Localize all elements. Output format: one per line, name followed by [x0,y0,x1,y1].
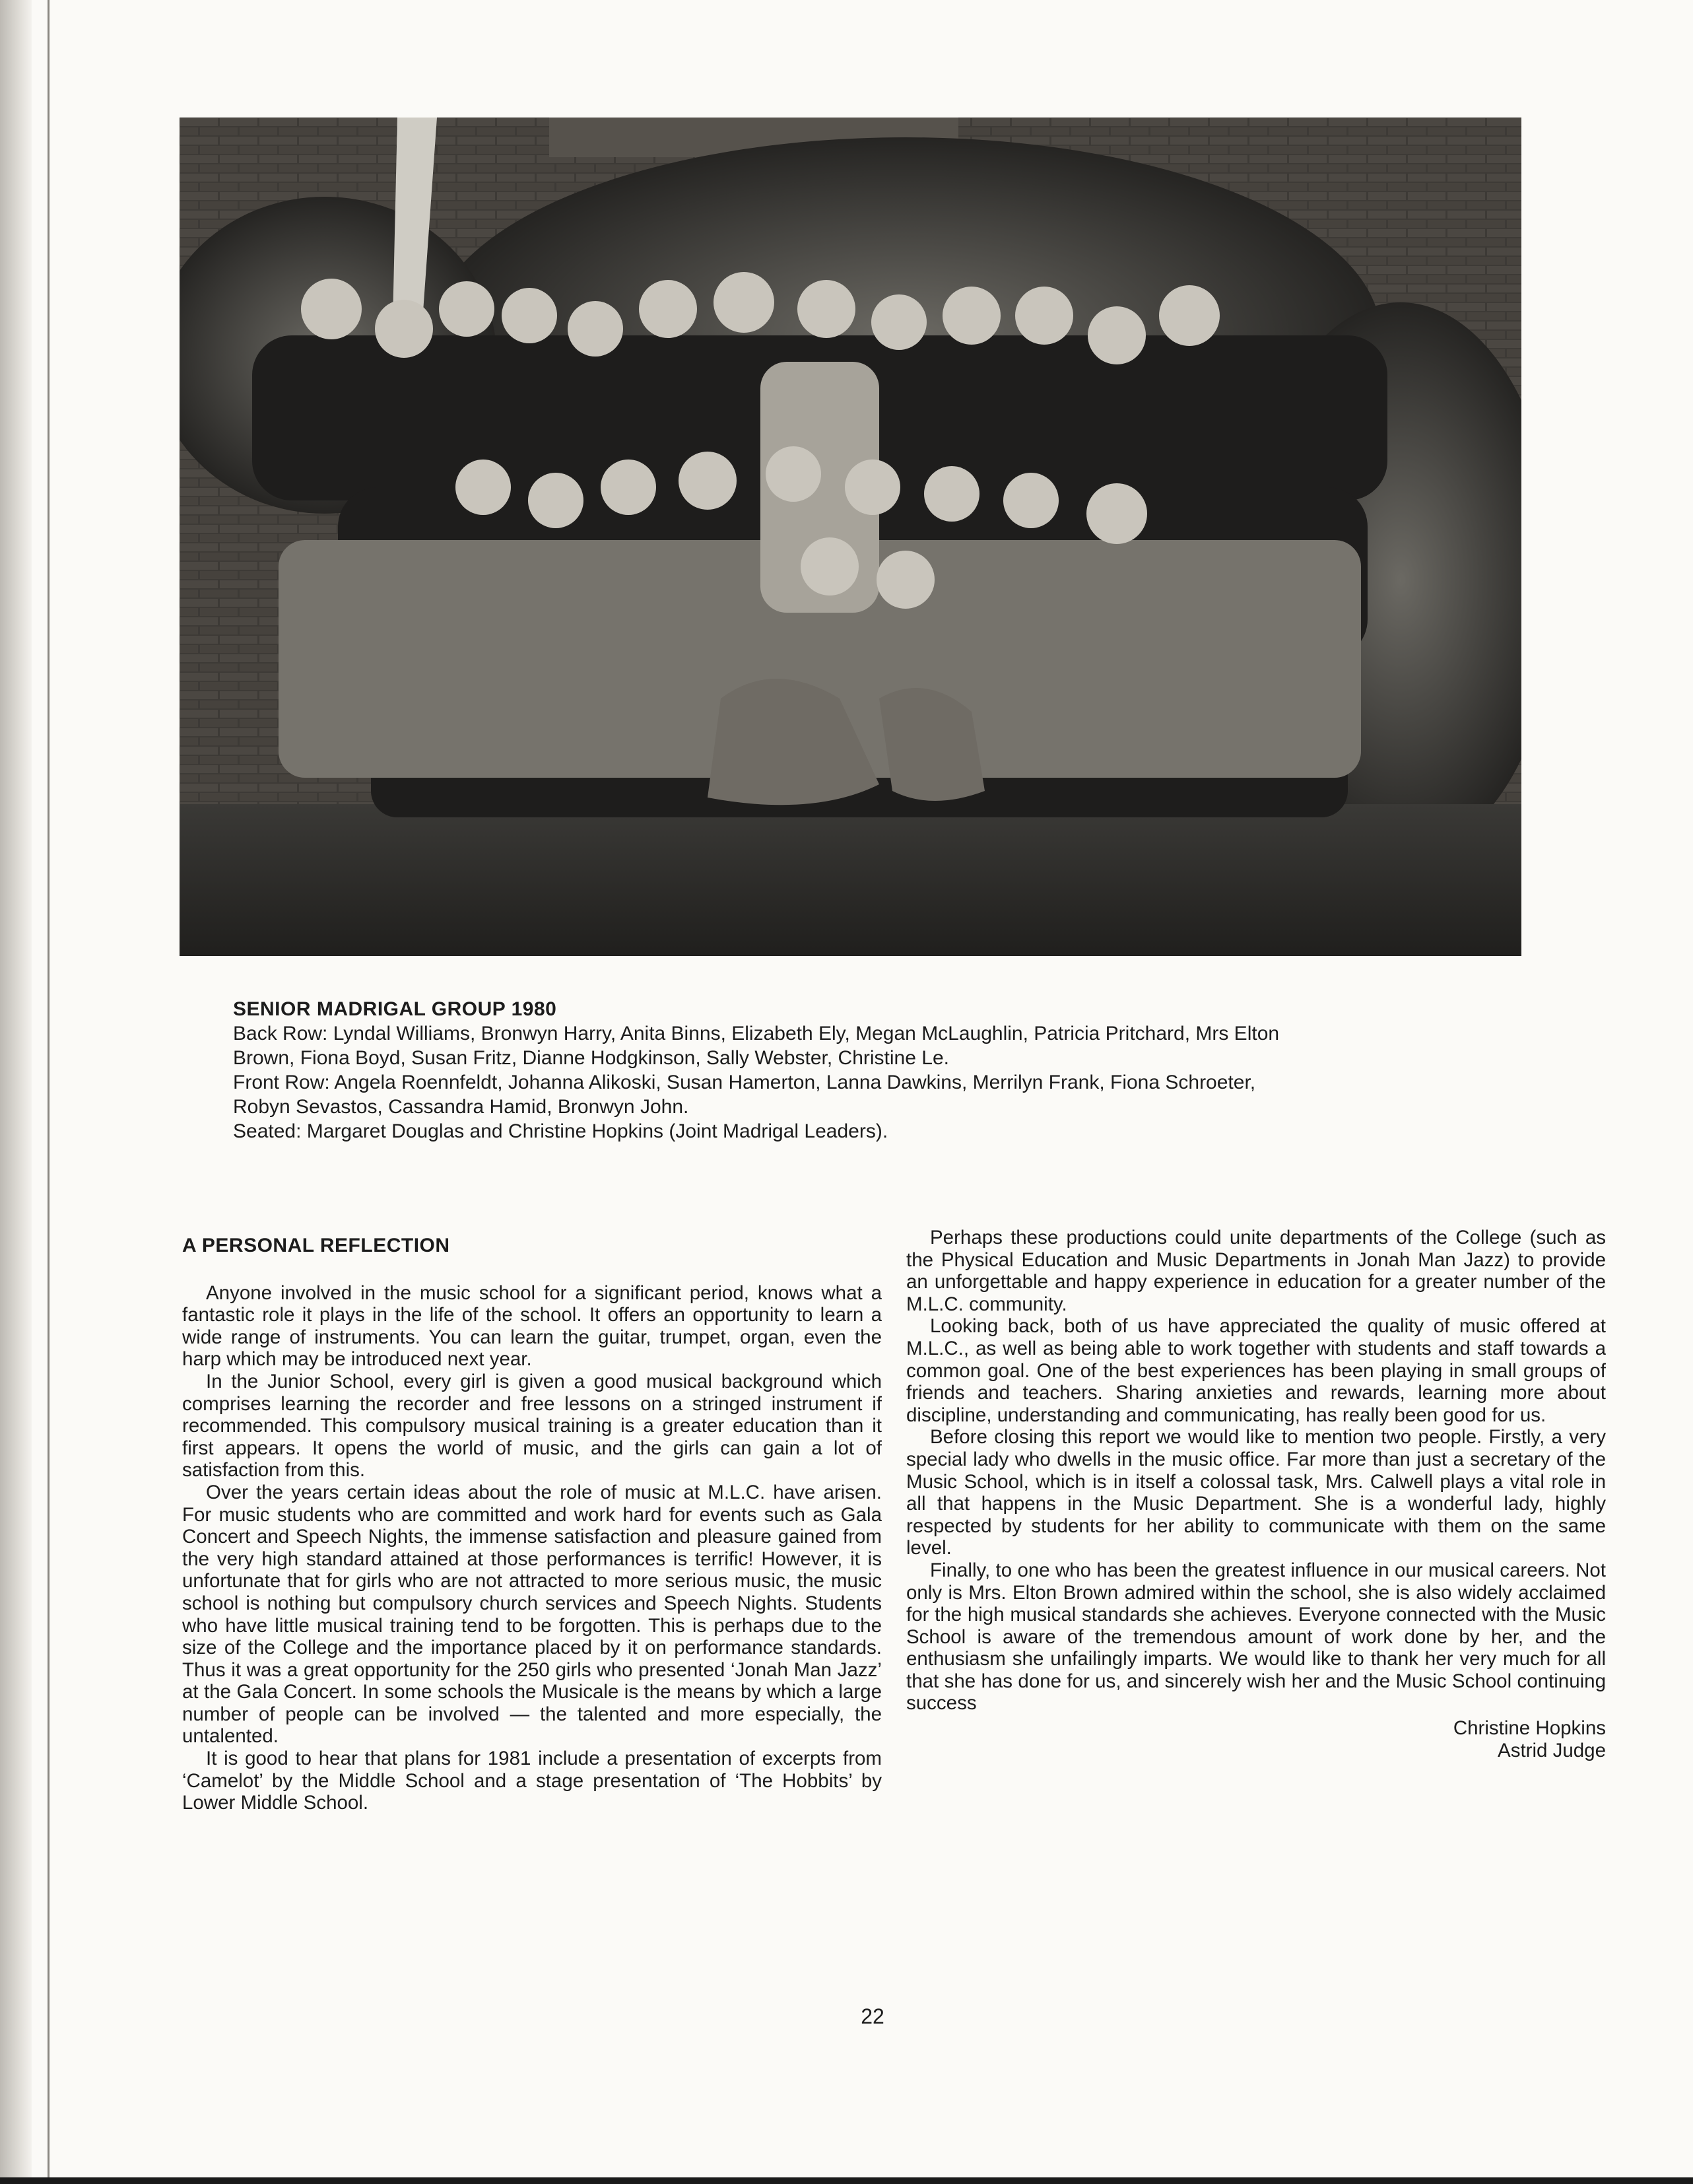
caption-back-row: Back Row: Lyndal Williams, Bronwyn Harry, Anita Binns, Elizabeth Ely, Megan McLaughlin, Patricia Pritchard, Mrs Elton [233,1023,1280,1044]
author-signature [906,1717,1606,1761]
page-edge-line [48,0,50,2184]
page-bottom-edge [0,2177,1693,2184]
caption-seated: Seated: Margaret Douglas and Christine Hopkins (Joint Madrigal Leaders). [233,1120,888,1142]
caption-front-row: Front Row: Angela Roennfeldt, Johanna Alikoski, Susan Hamerton, Lanna Dawkins, Merrilyn Frank, Fiona Schroeter, [233,1072,1256,1093]
caption-front-row-continued: Robyn Sevastos, Cassandra Hamid, Bronwyn John. [233,1096,689,1118]
article-paragraph: Anyone involved in the music school for a significant period, knows what a fantastic role it plays in the life of the school. It offers an opportunity to learn a wide range of instruments. You can learn the guitar, trumpet, organ, even the harp which may be introduced next year. [182,1281,882,1371]
book-spine-shadow [0,0,32,2184]
article-column-left [182,1227,882,1814]
author-name: Astrid Judge [1498,1739,1606,1761]
article-paragraph: Over the years certain ideas about the role of music at M.L.C. have arisen. For music students who are committed and work hard for events such as Gala Concert and Speech Nights, the immense satisfaction and pleasure gained from the very high standard attained at those performances is terrific! However, it is unfortunate that for girls who are not attracted to more serious music, the music school is nothing but compulsory church services and Speech Nights. Students who have little musical training tend to be forgotten. This is perhaps due to the size of the College and the importance placed by it on performance standards. Thus it was a great opportunity for the 250 girls who presented ‘Jonah Man Jazz’ at the Gala Concert. In some schools the Musicale is the means by which a large number of people can be involved — the talented and more especially, the untalented. [182,1481,882,1748]
group-photo-illustration [180,118,1521,956]
caption-title: SENIOR MADRIGAL GROUP 1980 [233,998,557,1020]
group-photo [180,118,1521,956]
article-paragraph: It is good to hear that plans for 1981 include a presentation of excerpts from ‘Camelot’ by the Middle School and a stage presentation of ‘The Hobbits’ by Lower Middle School. [182,1748,882,1814]
author-name: Christine Hopkins [1453,1717,1606,1740]
article-paragraph: In the Junior School, every girl is given a good musical background which comprises learning the recorder and free lessons on a stringed instrument if recommended. This compulsory musical training is a greater education than it first appears. It opens the world of music, and the girls can gain a lot of satisfaction from this. [182,1370,882,1482]
article-paragraph: Finally, to one who has been the greatest influence in our musical careers. Not only is Mrs. Elton Brown admired within the school, she is also widely acclaimed for the high musical standards she achieves. Everyone connected with the Music School is aware of the tremendous amount of work done by her, and the enthusiasm she unfailingly imparts. We would like to thank her very much for all that she has done for us, and sincerely wish her and the Music School continuing success [906,1559,1606,1715]
article-paragraph: Before closing this report we would like to mention two people. Firstly, a very special lady who dwells in the music office. Far more than just a secretary of the Music School, which is in itself a colossal task, Mrs. Calwell plays a vital role in all that happens in the Music Department. She is a wonderful lady, highly respected by students for her ability to communicate with them on the same level. [906,1426,1606,1559]
article-column-right [906,1227,1606,1761]
photo-caption [233,997,1487,1143]
article-paragraph: Perhaps these productions could unite departments of the College (such as the Physical Education and Music Departments in Jonah Man Jazz) to provide an unforgettable and happy experience in education for a greater number of the M.L.C. community. [906,1227,1606,1315]
caption-back-row-continued: Brown, Fiona Boyd, Susan Fritz, Dianne Hodgkinson, Sally Webster, Christine Le. [233,1047,949,1069]
article-paragraph: Looking back, both of us have appreciated the quality of music offered at M.L.C., as well as being able to work together with students and staff towards a common goal. One of the best experiences has been playing in small groups of friends and teachers. Sharing anxieties and rewards, learning more about discipline, understanding and communicating, has really been good for us. [906,1315,1606,1426]
page-number: 22 [861,2004,884,2028]
article-heading: A PERSONAL REFLECTION [182,1235,450,1256]
